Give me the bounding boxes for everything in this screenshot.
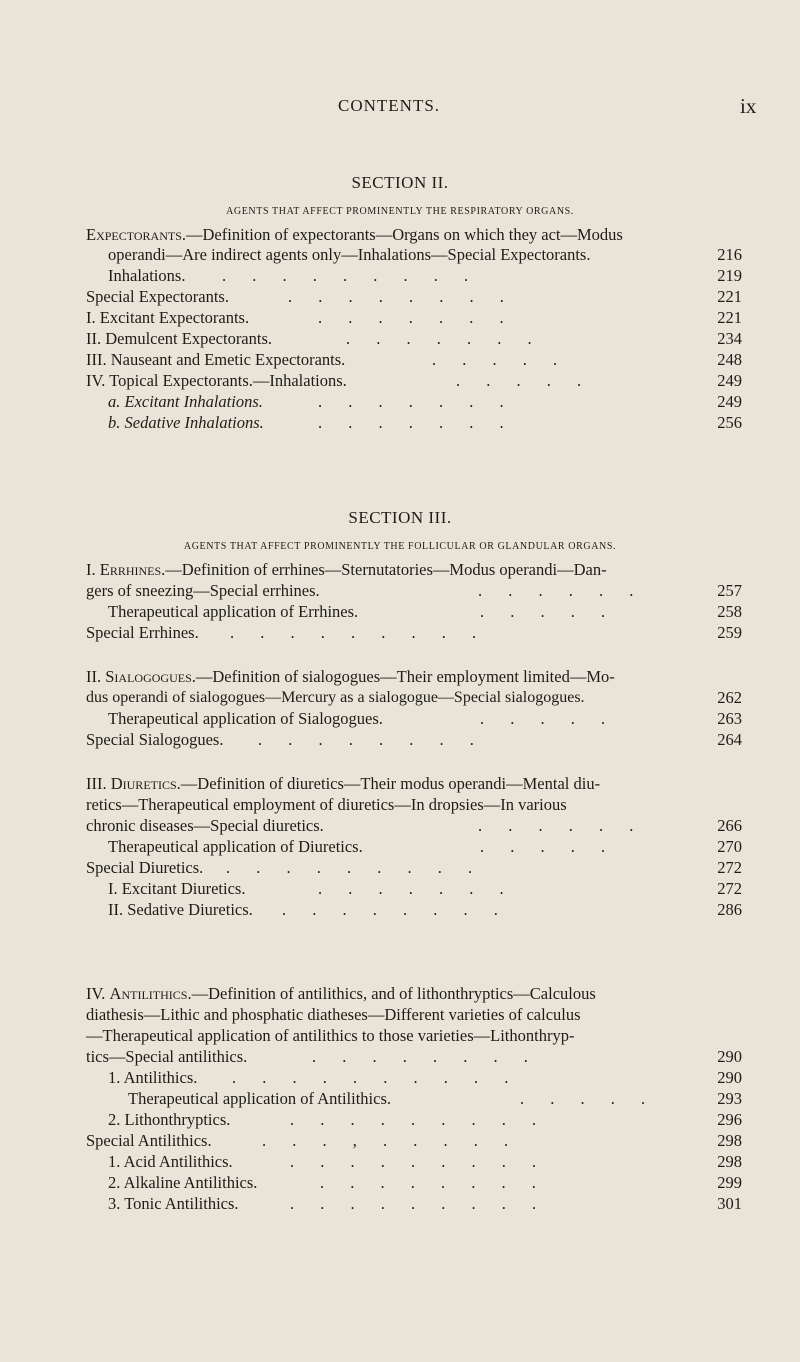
entry-page-number: 259 [717,623,742,642]
entry-page-number: 298 [717,1131,742,1150]
leader-dots: . . . . . . . . [258,730,485,749]
entry-page-number: 301 [717,1194,742,1213]
entry-text: 1. Antilithics. [108,1068,198,1087]
entry-text: b. Sedative Inhalations. [108,413,264,432]
entry-text: Special Diuretics. [86,858,204,877]
section-3-subheading: AGENTS THAT AFFECT PROMINENTLY THE FOLLICULAR OR GLANDULAR ORGANS. [183,541,617,552]
group-last-line: dus operandi of sialogogues—Mercury as a sialogogue—Special sialogogues. [86,689,585,706]
leader-dots: . . . . . . . . . [290,1194,548,1213]
entry-text: 1. Acid Antilithics. [108,1152,233,1171]
entry-text: IV. Topical Expectorants.—Inhalations. [86,371,347,390]
entry-page-number: 256 [717,413,742,432]
entry-text: 2. Alkaline Antilithics. [108,1173,258,1192]
group-term: Sialogogues. [105,667,196,686]
group-last-line: gers of sneezing—Special errhines. [86,581,320,600]
lead-line-1 [86,225,623,245]
entry-page-number: 272 [717,858,742,877]
leader-dots: . . . . . [456,371,593,390]
entry-page-number: 258 [717,602,742,621]
leader-dots: . . . . . . . . [320,1173,547,1192]
group-line-1 [86,560,607,580]
entry-page-number: 221 [717,308,742,327]
group-term: Antilithics. [109,984,192,1003]
leader-dots: . . . . . . . . [312,1047,539,1066]
group-line-1-text: —Definition of errhines—Sternutatories—Modus operandi—Dan- [165,560,607,579]
lead-page-number: 216 [717,245,742,264]
leader-dots: . . . . . . . . [288,287,515,306]
leader-dots: . . . . . [480,602,617,621]
running-head-title: CONTENTS. [338,96,441,115]
entry-text: Therapeutical application of Errhines. [108,602,359,621]
leader-dots: . . . . . . . . . [226,858,484,877]
group-line-1 [86,667,615,687]
entry-text: Therapeutical application of Sialogogues. [108,709,383,728]
section-2-heading: SECTION II. [351,173,449,192]
entry-page-number: 221 [717,287,742,306]
entry-page-number: 296 [717,1110,742,1129]
section-3-heading: SECTION III. [348,508,452,527]
entry-text: Special Errhines. [86,623,199,642]
section-2-subheading: AGENTS THAT AFFECT PROMINENTLY THE RESPIRATORY ORGANS. [226,206,574,217]
group-term: Diuretics. [110,774,181,793]
entry-page-number: 234 [717,329,742,348]
lead-line-2: operandi—Are indirect agents only—Inhalations—Special Expectorants. [108,245,591,264]
group-page-number: 262 [717,688,742,707]
leader-dots: . . . . . [432,350,569,369]
group-mid-line: diathesis—Lithic and phosphatic diatheses—Different varieties of calculus [86,1005,581,1024]
group-line-1-text: —Definition of diuretics—Their modus operandi—Mental diu- [180,774,601,793]
leader-dots: . . . . . [480,837,617,856]
entry-text: Inhalations. [108,266,186,285]
group-last-line: chronic diseases—Special diuretics. [86,816,324,835]
group-line-1-text: —Definition of antilithics, and of lithonthryptics—Calculous [191,984,596,1003]
entry-page-number: 264 [717,730,742,749]
entry-text: Special Expectorants. [86,287,229,306]
entry-text: II. Sedative Diuretics. [108,900,253,919]
entry-text: Therapeutical application of Antilithics. [128,1089,392,1108]
group-numeral: IV. [86,984,106,1003]
entry-page-number: 286 [717,900,742,919]
leader-dots: . . . . . . [478,581,645,600]
group-numeral: I. [86,560,96,579]
lead-line-1-text: —Definition of expectorants—Organs on which they act—Modus [186,225,623,244]
entry-page-number: 298 [717,1152,742,1171]
leader-dots: . . . . . . . . . . [232,1068,520,1087]
group-numeral: II. [86,667,102,686]
entry-page-number: 272 [717,879,742,898]
running-head [0,96,800,120]
entry-text: Special Sialogogues. [86,730,224,749]
group-page-number: 257 [717,581,742,600]
entry-text: II. Demulcent Expectorants. [86,329,273,348]
entry-text: a. Excitant Inhalations. [108,392,263,411]
entry-page-number: 299 [717,1173,742,1192]
group-line-1 [86,984,596,1004]
entry-page-number: 249 [717,371,742,390]
group-mid-line: —Therapeutical application of antilithics to those varieties—Lithonthryp- [86,1026,575,1045]
leader-dots: . . . , . . . . . [262,1131,520,1150]
entry-page-number: 219 [717,266,742,285]
entry-text: I. Excitant Expectorants. [86,308,250,327]
leader-dots: . . . . . . . . . [222,266,480,285]
leader-dots: . . . . . . . [318,879,515,898]
leader-dots: . . . . . . . [318,413,515,432]
group-last-line: tics—Special antilithics. [86,1047,248,1066]
leader-dots: . . . . . [520,1089,657,1108]
entry-page-number: 290 [717,1068,742,1087]
leader-dots: . . . . . . [478,816,645,835]
leader-dots: . . . . . [480,709,617,728]
entry-text: Special Antilithics. [86,1131,212,1150]
leader-dots: . . . . . . . . [282,900,509,919]
entry-page-number: 293 [717,1089,742,1108]
entry-page-number: 270 [717,837,742,856]
group-mid-line: retics—Therapeutical employment of diuretics—In dropsies—In various [86,795,567,814]
leader-dots: . . . . . . . . . [230,623,488,642]
running-head-page-number: ix [740,94,757,118]
entry-page-number: 248 [717,350,742,369]
lead-term: Expectorants. [86,225,186,244]
group-page-number: 290 [717,1047,742,1066]
entry-text: 3. Tonic Antilithics. [108,1194,239,1213]
entry-page-number: 263 [717,709,742,728]
leader-dots: . . . . . . . [346,329,543,348]
leader-dots: . . . . . . . . . [290,1152,548,1171]
entry-text: Therapeutical application of Diuretics. [108,837,363,856]
group-line-1-text: —Definition of sialogogues—Their employment limited—Mo- [195,667,615,686]
leader-dots: . . . . . . . . . [290,1110,548,1129]
leader-dots: . . . . . . . [318,392,515,411]
entry-page-number: 249 [717,392,742,411]
group-line-1 [86,774,600,794]
entry-text: I. Excitant Diuretics. [108,879,246,898]
group-term: Errhines. [99,560,166,579]
entry-text: III. Nauseant and Emetic Expectorants. [86,350,346,369]
group-page-number: 266 [717,816,742,835]
group-numeral: III. [86,774,107,793]
leader-dots: . . . . . . . [318,308,515,327]
entry-text: 2. Lithonthryptics. [108,1110,231,1129]
